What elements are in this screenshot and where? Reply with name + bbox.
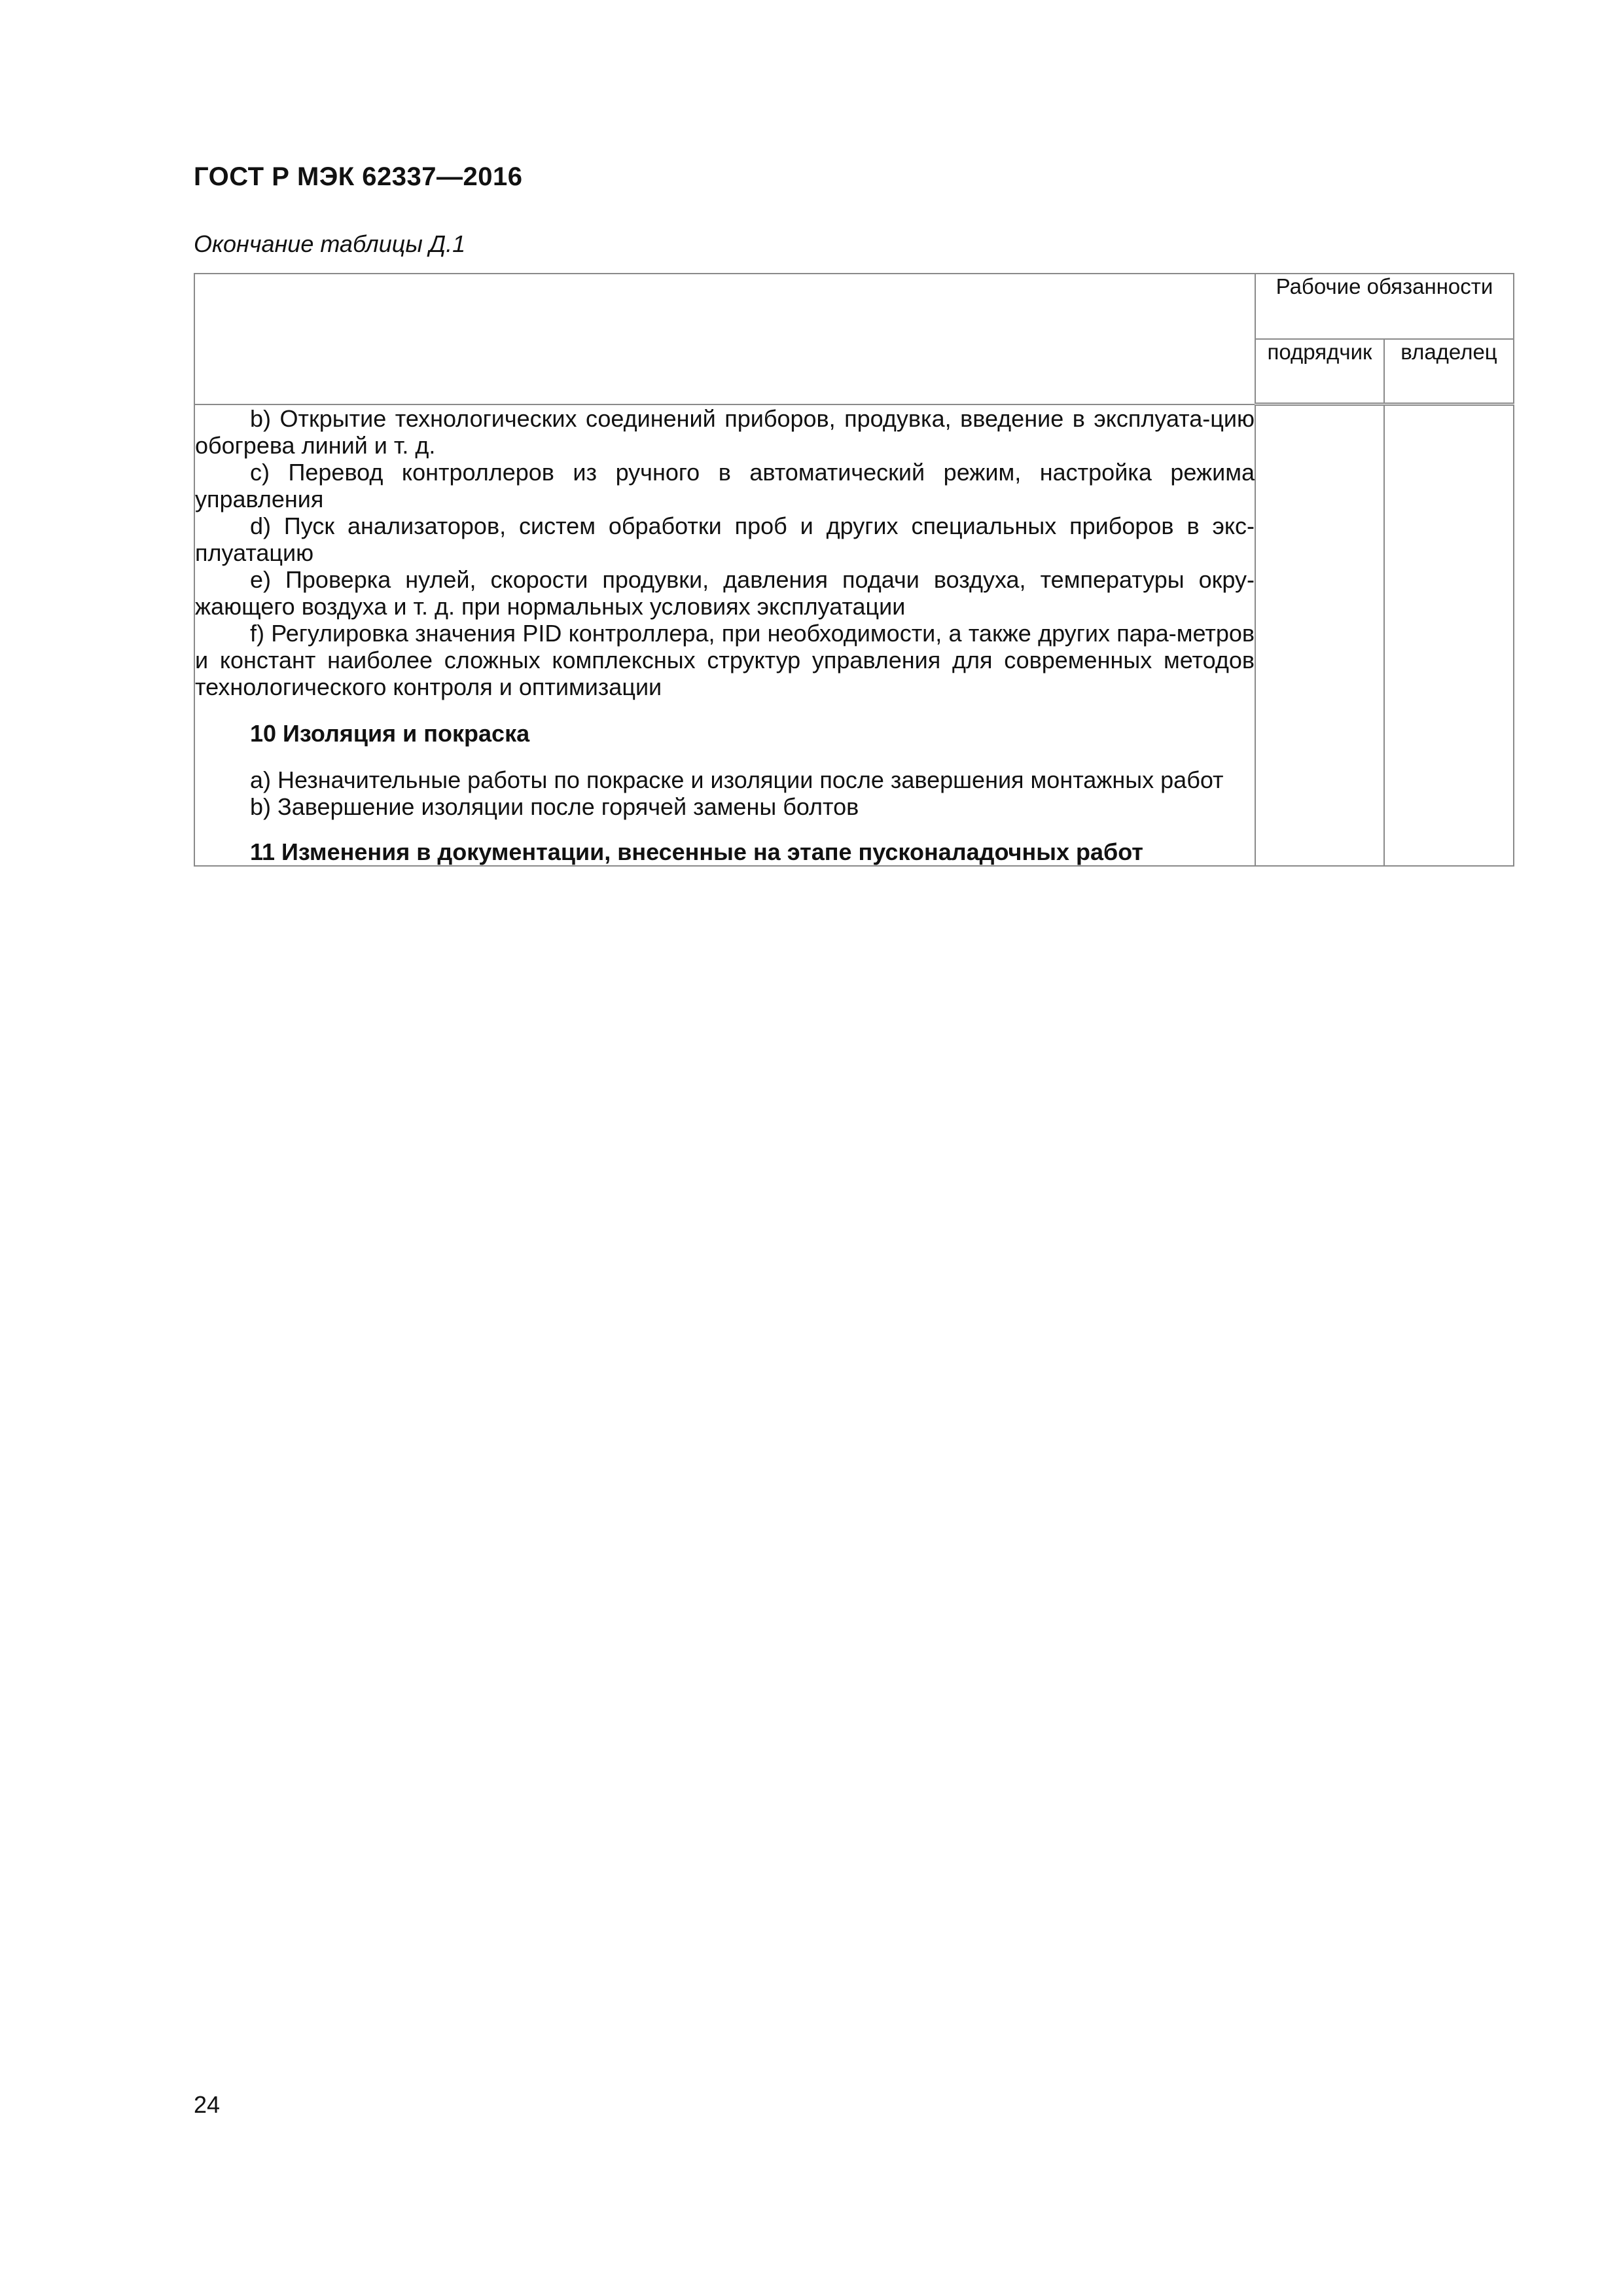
requirements-cell <box>194 404 1255 866</box>
section-heading-10: 10 Изоляция и покраска <box>250 719 530 747</box>
header-duties-cell: Рабочие обязанности <box>1255 274 1514 339</box>
header-contractor-cell: подрядчик <box>1255 339 1384 404</box>
header-blank-cell <box>194 274 1255 404</box>
table-header-row <box>194 274 1514 339</box>
list-item: f) Регулировка значения PID контроллера, при необходимости, а также других пара-метров и констант наиболее сложных комплексных структур управления для современных методов технологического контроля и оптимизации <box>195 619 1255 700</box>
document-header-title: ГОСТ Р МЭК 62337—2016 <box>194 162 523 191</box>
list-item: c) Перевод контроллеров из ручного в автоматический режим, настройка режима управления <box>195 458 1255 512</box>
list-item: d) Пуск анализаторов, систем обработки проб и других специальных приборов в экс-плуатацию <box>195 512 1255 566</box>
owner-cell <box>1384 404 1514 866</box>
list-item: b) Открытие технологических соединений приборов, продувка, введение в эксплуата-цию обогрева линий и т. д. <box>195 404 1255 459</box>
page-number: 24 <box>194 2091 221 2118</box>
section-heading-11: 11 Изменения в документации, внесенные на этапе пусконаладочных работ <box>250 838 1143 865</box>
table-body-row <box>194 404 1514 866</box>
list-item: b) Завершение изоляции после горячей замены болтов <box>250 793 859 820</box>
list-item: e) Проверка нулей, скорости продувки, давления подачи воздуха, температуры окру-жающего воздуха и т. д. при нормальных условиях эксплуатации <box>195 565 1255 620</box>
contractor-cell <box>1255 404 1384 866</box>
table-caption: Окончание таблицы Д.1 <box>194 230 466 257</box>
responsibilities-table <box>194 273 1514 867</box>
header-owner-cell: владелец <box>1384 339 1514 404</box>
list-item: a) Незначительные работы по покраске и изоляции после завершения монтажных работ <box>250 766 1224 793</box>
